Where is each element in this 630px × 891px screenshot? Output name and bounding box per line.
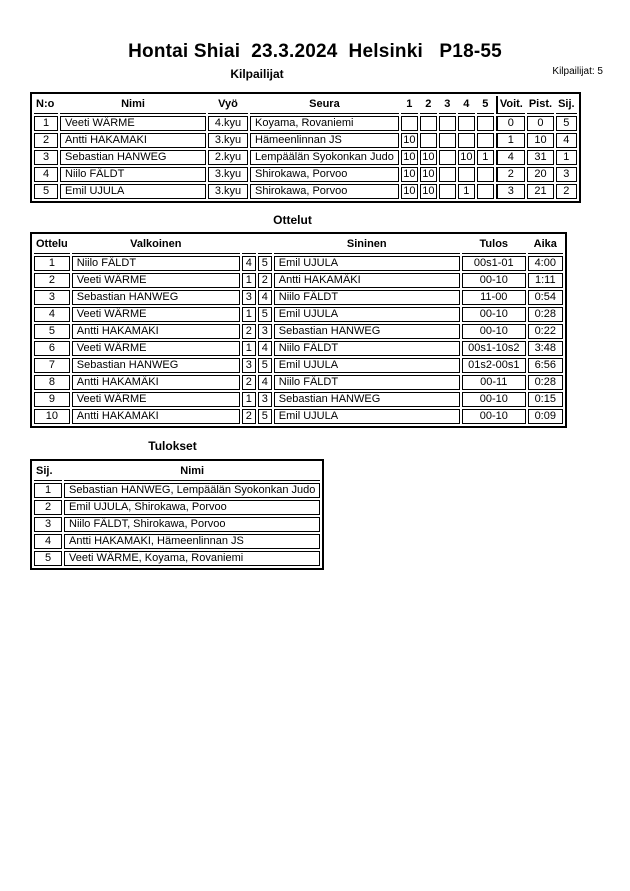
table-row	[34, 483, 320, 498]
cell-aika: 1:11	[528, 273, 563, 288]
table-row	[34, 290, 563, 305]
cell-blue-name: Emil UJULA	[274, 358, 460, 373]
cell-score-2: 10	[420, 150, 437, 165]
col-header-round-3: 3	[439, 96, 456, 114]
cell-score-3	[439, 184, 456, 199]
cell-white-no: 2	[242, 409, 256, 424]
kilpailijat-header-row	[34, 96, 577, 114]
col-header-nimi: Nimi	[60, 96, 206, 114]
col-header-voit: Voit.	[496, 96, 525, 114]
cell-nimi: Veeti WÄRME	[60, 116, 206, 131]
cell-voit: 0	[496, 116, 525, 131]
table-row	[34, 517, 320, 532]
cell-blue-no: 4	[258, 375, 272, 390]
cell-blue-name: Sebastian HANWEG	[274, 324, 460, 339]
cell-pist: 10	[527, 133, 554, 148]
col-header-blue-no	[258, 236, 272, 254]
cell-pist: 20	[527, 167, 554, 182]
cell-nimi: Sebastian HANWEG, Lempäälän Syokonkan Judo	[64, 483, 320, 498]
col-header-sij: Sij.	[556, 96, 577, 114]
cell-score-4: 10	[458, 150, 475, 165]
cell-white-no: 2	[242, 375, 256, 390]
table-row	[34, 409, 563, 424]
cell-blue-no: 5	[258, 256, 272, 271]
cell-pist: 31	[527, 150, 554, 165]
col-header-aika: Aika	[528, 236, 563, 254]
cell-match-no: 8	[34, 375, 70, 390]
cell-blue-name: Emil UJULA	[274, 409, 460, 424]
cell-nimi: Veeti WÄRME, Koyama, Rovaniemi	[64, 551, 320, 566]
cell-voit: 2	[496, 167, 525, 182]
table-row	[34, 307, 563, 322]
cell-score-5	[477, 116, 494, 131]
cell-vyo: 3.kyu	[208, 184, 248, 199]
cell-tulos: 00-10	[462, 409, 526, 424]
kilpailijat-table	[30, 92, 581, 203]
cell-score-5	[477, 133, 494, 148]
cell-seura: Hämeenlinnan JS	[250, 133, 399, 148]
cell-blue-name: Emil UJULA	[274, 307, 460, 322]
cell-nimi: Niilo FÄLDT, Shirokawa, Porvoo	[64, 517, 320, 532]
cell-match-no: 9	[34, 392, 70, 407]
cell-nimi: Antti HAKAMAKI	[60, 133, 206, 148]
cell-aika: 3:48	[528, 341, 563, 356]
table-row	[34, 150, 577, 165]
cell-white-no: 3	[242, 358, 256, 373]
cell-voit: 3	[496, 184, 525, 199]
cell-score-4	[458, 133, 475, 148]
cell-score-4: 1	[458, 184, 475, 199]
page-title: Hontai Shiai 23.3.2024 Helsinki P18-55	[128, 41, 502, 62]
table-row	[34, 375, 563, 390]
cell-sij: 1	[34, 483, 62, 498]
col-header-ottelu: Ottelu	[34, 236, 70, 254]
cell-blue-name: Sebastian HANWEG	[274, 392, 460, 407]
cell-score-2: 10	[420, 184, 437, 199]
col-header-seura: Seura	[250, 96, 399, 114]
cell-score-5	[477, 184, 494, 199]
col-header-round-2: 2	[420, 96, 437, 114]
table-row	[34, 184, 577, 199]
cell-blue-no: 4	[258, 290, 272, 305]
cell-white-no: 4	[242, 256, 256, 271]
cell-match-no: 7	[34, 358, 70, 373]
cell-seura: Koyama, Rovaniemi	[250, 116, 399, 131]
cell-pist: 21	[527, 184, 554, 199]
table-row	[34, 133, 577, 148]
table-row	[34, 500, 320, 515]
cell-aika: 0:54	[528, 290, 563, 305]
cell-score-1: 10	[401, 184, 418, 199]
cell-white-no: 3	[242, 290, 256, 305]
cell-blue-no: 5	[258, 409, 272, 424]
cell-score-3	[439, 167, 456, 182]
cell-white-name: Veeti WÄRME	[72, 273, 240, 288]
cell-sij: 4	[556, 133, 577, 148]
cell-nimi: Antti HAKAMAKI, Hämeenlinnan JS	[64, 534, 320, 549]
cell-blue-name: Niilo FÄLDT	[274, 341, 460, 356]
cell-score-2	[420, 133, 437, 148]
cell-tulos: 00-10	[462, 324, 526, 339]
cell-white-no: 2	[242, 324, 256, 339]
cell-score-1: 10	[401, 133, 418, 148]
cell-tulos: 00-10	[462, 392, 526, 407]
cell-blue-no: 5	[258, 358, 272, 373]
cell-blue-name: Antti HAKAMÄKI	[274, 273, 460, 288]
col-header-round-4: 4	[458, 96, 475, 114]
cell-nimi: Emil UJULA, Shirokawa, Porvoo	[64, 500, 320, 515]
cell-sij: 3	[556, 167, 577, 182]
table-row	[34, 167, 577, 182]
cell-seura: Lempäälän Syokonkan Judo	[250, 150, 399, 165]
cell-sij: 5	[556, 116, 577, 131]
col-header-sij: Sij.	[34, 463, 62, 481]
cell-tulos: 00s1-01	[462, 256, 526, 271]
cell-score-1: 10	[401, 150, 418, 165]
cell-no: 2	[34, 133, 58, 148]
cell-sij: 2	[34, 500, 62, 515]
cell-match-no: 10	[34, 409, 70, 424]
cell-score-2: 10	[420, 167, 437, 182]
col-header-round-1: 1	[401, 96, 418, 114]
col-header-tulos: Tulos	[462, 236, 526, 254]
table-row	[34, 273, 563, 288]
table-row	[34, 358, 563, 373]
col-header-nimi: Nimi	[64, 463, 320, 481]
cell-seura: Shirokawa, Porvoo	[250, 184, 399, 199]
cell-score-1	[401, 116, 418, 131]
ottelut-header-row	[34, 236, 563, 254]
tulokset-table	[30, 459, 324, 570]
cell-nimi: Sebastian HANWEG	[60, 150, 206, 165]
cell-white-name: Sebastian HANWEG	[72, 290, 240, 305]
cell-white-name: Veeti WÄRME	[72, 307, 240, 322]
cell-nimi: Emil UJULA	[60, 184, 206, 199]
cell-match-no: 4	[34, 307, 70, 322]
cell-aika: 0:28	[528, 375, 563, 390]
cell-score-4	[458, 116, 475, 131]
cell-voit: 1	[496, 133, 525, 148]
col-header-round-5: 5	[477, 96, 494, 114]
col-header-sininen: Sininen	[274, 236, 460, 254]
cell-pist: 0	[527, 116, 554, 131]
col-header-white-no	[242, 236, 256, 254]
cell-vyo: 4.kyu	[208, 116, 248, 131]
cell-match-no: 5	[34, 324, 70, 339]
table-row	[34, 392, 563, 407]
col-header-vyo: Vyö	[208, 96, 248, 114]
cell-white-name: Sebastian HANWEG	[72, 358, 240, 373]
cell-seura: Shirokawa, Porvoo	[250, 167, 399, 182]
cell-score-1: 10	[401, 167, 418, 182]
cell-sij: 4	[34, 534, 62, 549]
cell-score-3	[439, 133, 456, 148]
ottelut-table	[30, 232, 567, 428]
cell-no: 3	[34, 150, 58, 165]
cell-white-name: Antti HAKAMAKI	[72, 324, 240, 339]
cell-white-name: Antti HAKAMAKI	[72, 409, 240, 424]
section-title-kilpailijat: Kilpailijat	[230, 67, 284, 81]
table-row	[34, 551, 320, 566]
table-row	[34, 116, 577, 131]
table-row	[34, 534, 320, 549]
cell-blue-no: 5	[258, 307, 272, 322]
cell-sij: 1	[556, 150, 577, 165]
section-title-tulokset: Tulokset	[148, 439, 197, 453]
cell-match-no: 2	[34, 273, 70, 288]
section-title-ottelut: Ottelut	[273, 213, 312, 227]
cell-blue-name: Niilo FÄLDT	[274, 375, 460, 390]
cell-score-5: 1	[477, 150, 494, 165]
cell-sij: 3	[34, 517, 62, 532]
cell-blue-no: 2	[258, 273, 272, 288]
cell-white-no: 1	[242, 341, 256, 356]
tulokset-header-row	[34, 463, 320, 481]
cell-vyo: 2.kyu	[208, 150, 248, 165]
col-header-pist: Pist.	[527, 96, 554, 114]
cell-white-name: Niilo FÄLDT	[72, 256, 240, 271]
cell-tulos: 00-11	[462, 375, 526, 390]
cell-white-name: Antti HAKAMÄKI	[72, 375, 240, 390]
cell-white-no: 1	[242, 273, 256, 288]
cell-white-no: 1	[242, 307, 256, 322]
col-header-no: N:o	[34, 96, 58, 114]
cell-match-no: 1	[34, 256, 70, 271]
cell-score-3	[439, 116, 456, 131]
cell-vyo: 3.kyu	[208, 167, 248, 182]
cell-nimi: Niilo FÄLDT	[60, 167, 206, 182]
cell-white-name: Veeti WÄRME	[72, 392, 240, 407]
cell-score-4	[458, 167, 475, 182]
cell-match-no: 3	[34, 290, 70, 305]
cell-no: 4	[34, 167, 58, 182]
cell-aika: 0:09	[528, 409, 563, 424]
table-row	[34, 341, 563, 356]
cell-tulos: 01s2-00s1	[462, 358, 526, 373]
cell-white-name: Veeti WÄRME	[72, 341, 240, 356]
cell-white-no: 1	[242, 392, 256, 407]
cell-blue-name: Emil UJULA	[274, 256, 460, 271]
cell-blue-no: 4	[258, 341, 272, 356]
table-row	[34, 256, 563, 271]
cell-aika: 6:56	[528, 358, 563, 373]
cell-score-2	[420, 116, 437, 131]
cell-voit: 4	[496, 150, 525, 165]
cell-aika: 0:28	[528, 307, 563, 322]
cell-blue-no: 3	[258, 324, 272, 339]
cell-score-5	[477, 167, 494, 182]
cell-blue-no: 3	[258, 392, 272, 407]
cell-match-no: 6	[34, 341, 70, 356]
cell-blue-name: Niilo FÄLDT	[274, 290, 460, 305]
cell-sij: 5	[34, 551, 62, 566]
cell-tulos: 00s1-10s2	[462, 341, 526, 356]
table-row	[34, 324, 563, 339]
cell-aika: 0:22	[528, 324, 563, 339]
cell-vyo: 3.kyu	[208, 133, 248, 148]
competitors-count: Kilpailijat: 5	[552, 66, 603, 77]
cell-tulos: 11-00	[462, 290, 526, 305]
cell-no: 1	[34, 116, 58, 131]
cell-sij: 2	[556, 184, 577, 199]
cell-score-3	[439, 150, 456, 165]
cell-tulos: 00-10	[462, 273, 526, 288]
col-header-valkoinen: Valkoinen	[72, 236, 240, 254]
cell-tulos: 00-10	[462, 307, 526, 322]
cell-aika: 0:15	[528, 392, 563, 407]
cell-no: 5	[34, 184, 58, 199]
cell-aika: 4:00	[528, 256, 563, 271]
